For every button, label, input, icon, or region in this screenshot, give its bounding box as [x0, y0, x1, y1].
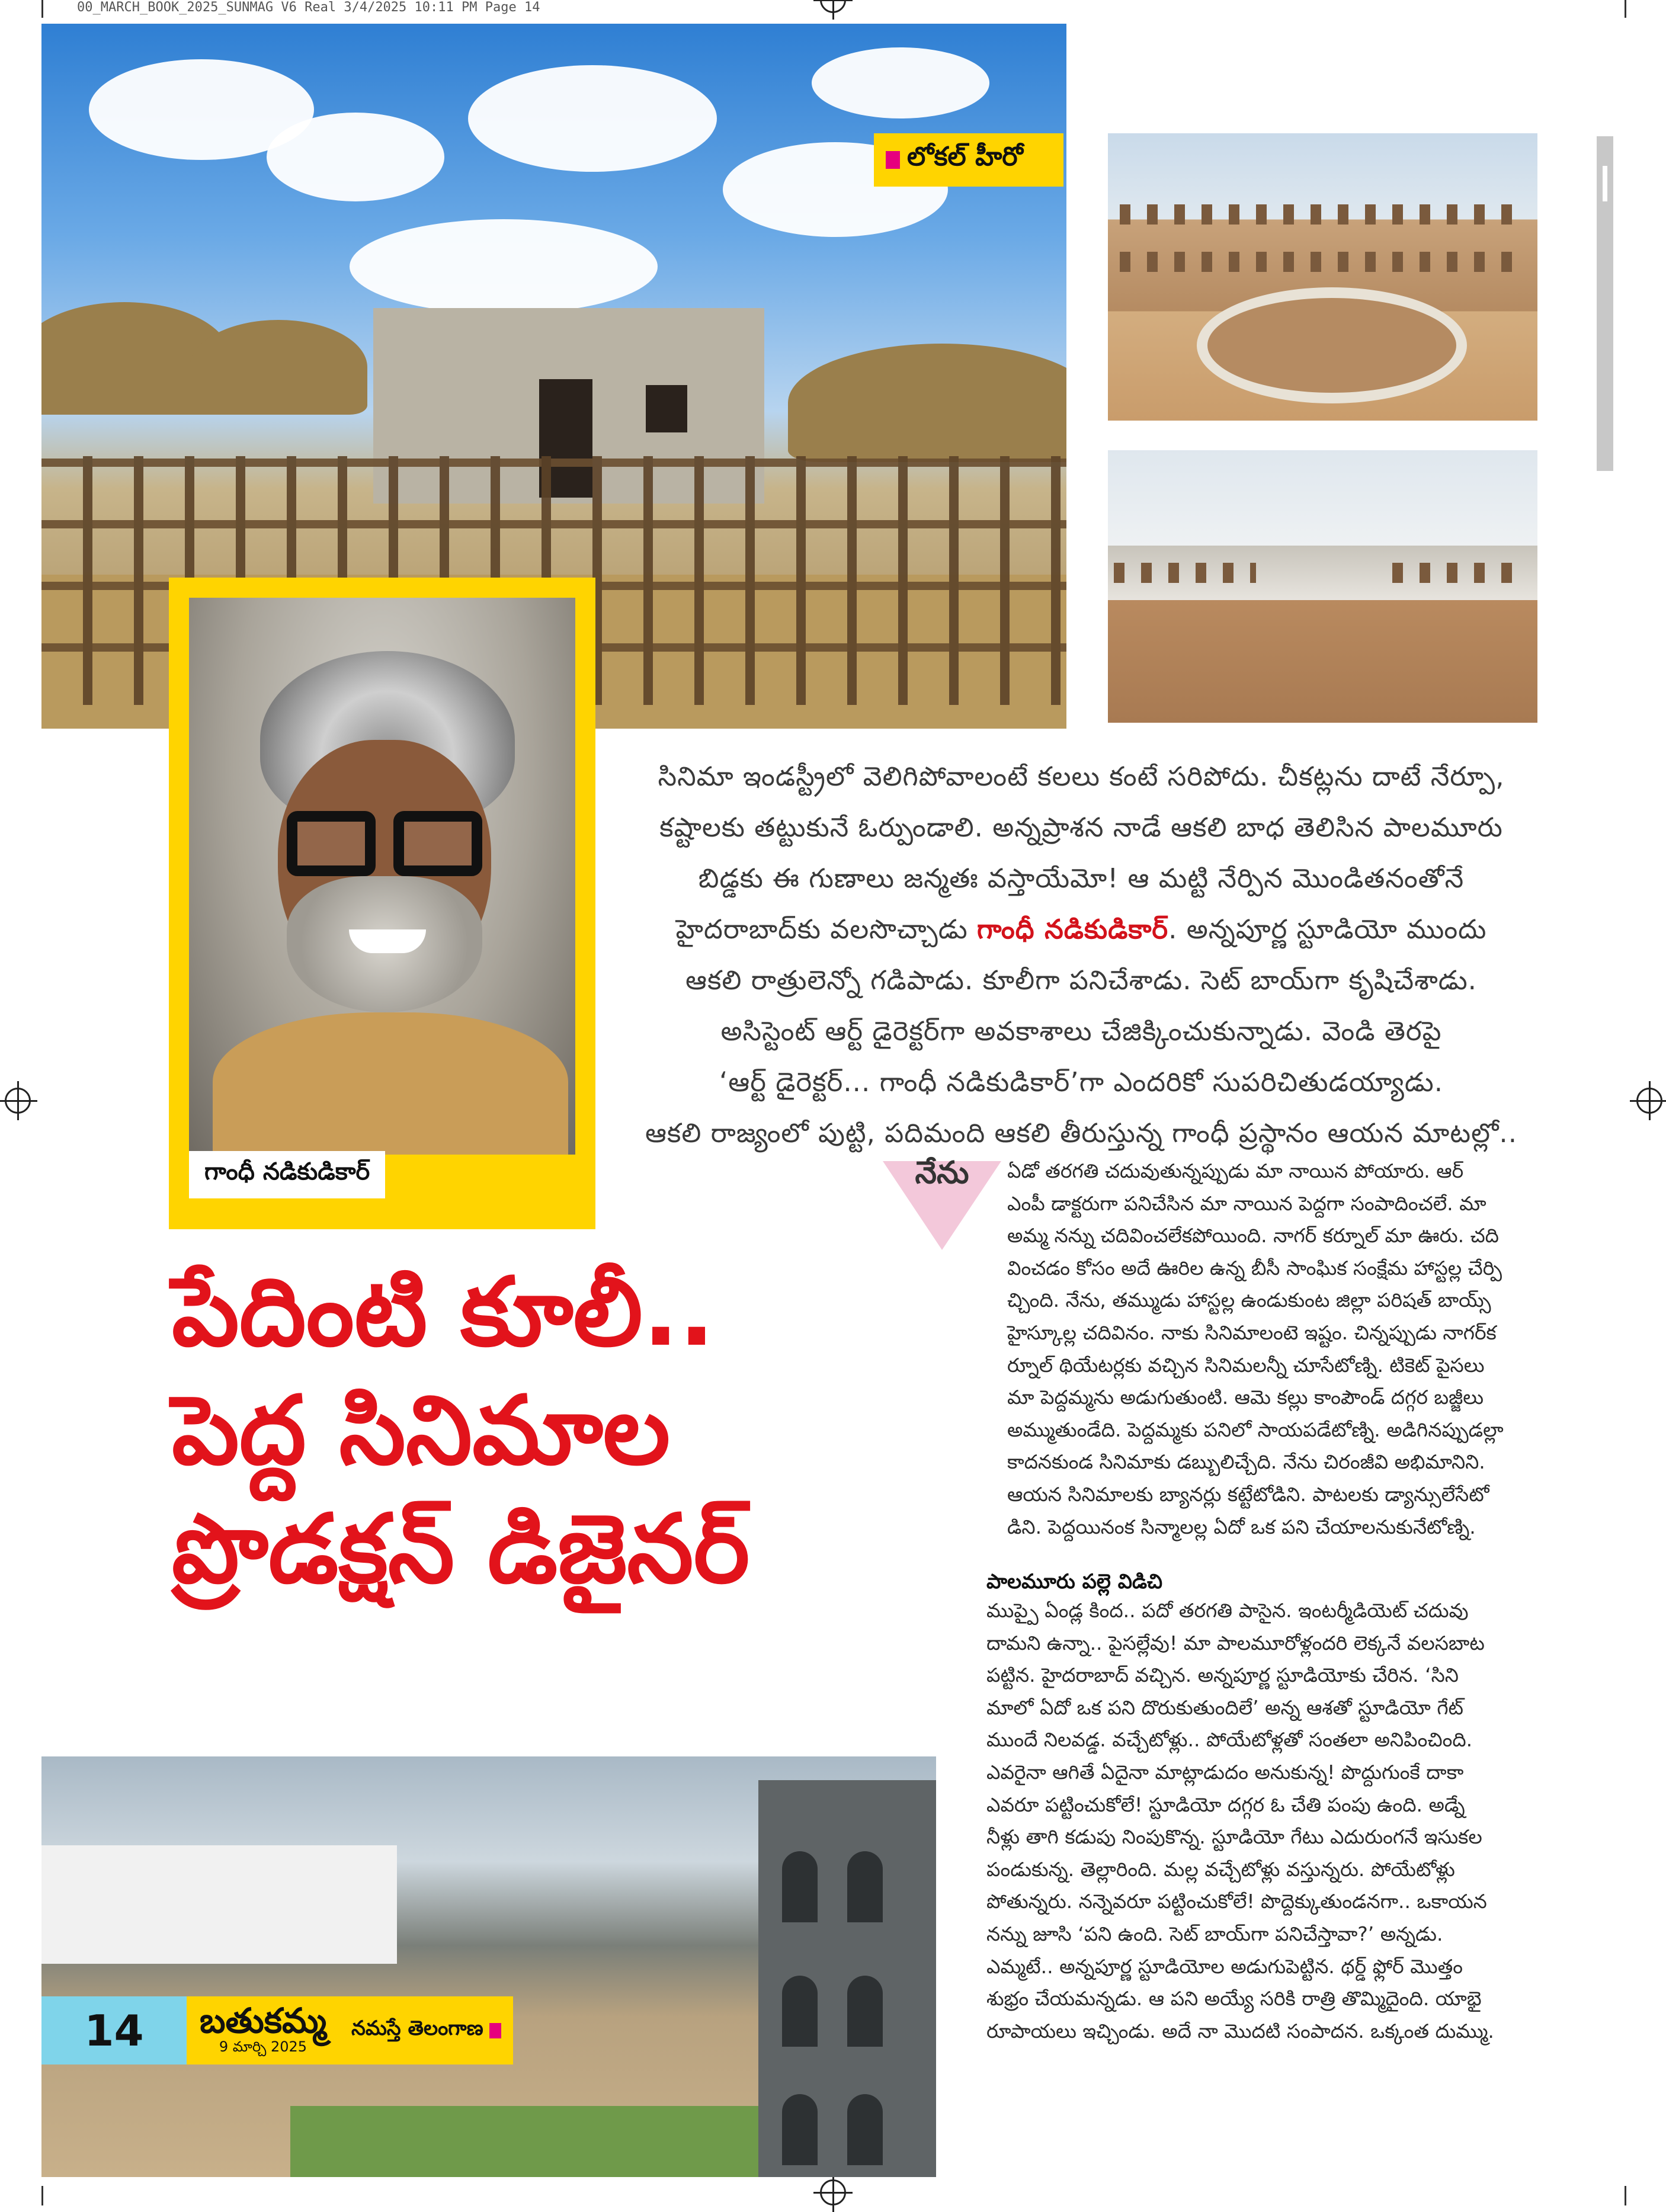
side-tab — [1597, 136, 1613, 471]
registration-mark-icon — [5, 1088, 31, 1114]
body-line: పండుకున్న. తెల్లారింది. మల్ల వచ్చేటోళ్లు వస్తున్నరు. పోయేటోళ్లు — [986, 1857, 1455, 1881]
subheading: పాలమూరు పల్లె విడిచి — [986, 1570, 1163, 1594]
body-line: ర్నూల్ థియేటర్లకు వచ్చిన సినిమలన్నీ చూసేటోణ్ని. టికెట్ పైసలు — [1007, 1353, 1485, 1377]
crop-mark — [1625, 2186, 1626, 2205]
cloud — [468, 65, 717, 172]
brand-name: బతుకమ్మ — [200, 2000, 326, 2041]
crop-mark — [41, 0, 43, 18]
house-window — [646, 385, 687, 432]
section-tag-label: లోకల్ హీరో — [907, 142, 1023, 172]
body-line: దామని ఉన్నా.. పైసల్లేవు! మా పాలమూరోళ్లందరి లెక్కనే వలసబాట — [986, 1631, 1485, 1655]
body-line: నన్ను జూసి ‘పని ఉంది. సెట్ బాయ్‌గా పనిచేస్తావా?’ అన్నడు. — [986, 1922, 1443, 1945]
body-line: డిని. పెద్దయినంక సిన్మాలల్ల ఏదో ఒక పని చేయాలనుకునేటోణ్ని. — [1007, 1515, 1476, 1538]
intro-line — [595, 904, 1567, 955]
portrait-caption: గాంధీ నడికుడికార్ — [189, 1151, 385, 1198]
intro-line: ఆకలి రాత్రులెన్నో గడిపాడు. కూలీగా పనిచేశాడు. సెట్ బాయ్‌గా కృషిచేశాడు. — [685, 964, 1477, 996]
body-line: నీళ్లు తాగి కడుపు నింపుకొన్న. స్టూడియో గేటు ఎదురుంగనే ఇసుకల — [986, 1825, 1482, 1849]
cloud — [267, 113, 444, 201]
body-line: కాదనకుండ సినిమాకు డబ్బులిచ్చేది. నేను చిరంజీవి అభిమానిని. — [1007, 1450, 1485, 1474]
body-column — [1007, 1155, 1543, 1543]
body-line: పోతున్నరు. నన్నెవరూ పట్టించుకోలే! పొద్దెక్కుతుండనగా.. ఒకాయన — [986, 1890, 1487, 1913]
courtyard-set-photo — [1108, 450, 1537, 723]
issue-date: 9 మార్చి 2025 — [219, 2038, 307, 2055]
triangle-label: నేను — [915, 1155, 969, 1191]
tag-square-icon — [489, 2023, 501, 2038]
glasses-icon — [393, 811, 482, 876]
newspaper-name-block — [339, 1996, 513, 2064]
body-line: ఎంపీ డాక్టరుగా పనిచేసిన మా నాయిన పెద్దగా సంపాదించలే. మా — [1007, 1191, 1486, 1215]
body-line: చ్చింది. నేను, తమ్ముడు హాస్టల్ల ఉండుకుంట జిల్లా పరిషత్ బాయ్స్ — [1007, 1288, 1491, 1312]
intro-line: బిడ్డకు ఈ గుణాలు జన్మతః వస్తాయేమో! ఆ మట్టి నేర్పిన మొండితనంతోనే — [698, 863, 1465, 894]
page-number: 14 — [41, 1996, 187, 2064]
arch — [782, 1976, 818, 2047]
window-row — [1120, 204, 1523, 225]
crop-mark — [41, 2186, 43, 2205]
intro-text: . అన్నపూర్ణ స్టూడియో ముందు — [1168, 913, 1487, 945]
portrait-photo — [189, 598, 575, 1155]
intro-name-highlight: గాంధీ నడికుడికార్ — [976, 913, 1169, 945]
body-line: ఎవరూ పట్టించుకోలే! స్టూడియో దగ్గర ఓ చేతి పంపు ఉంది. అడ్నే — [986, 1793, 1465, 1816]
body-line: ఏడో తరగతి చదువుతున్నప్పుడు మా నాయిన పోయారు. ఆర్ — [1007, 1159, 1464, 1182]
body-line: ముందే నిలవడ్డ. వచ్చేటోళ్లు.. పోయేటోళ్లతో సంతలా అనిపించింది. — [986, 1728, 1473, 1752]
body-line: అమ్మ నన్ను చదివించలేకపోయింది. నాగర్ కర్నూల్ మా ఊరు. చది — [1007, 1224, 1499, 1248]
white-building — [41, 1845, 397, 1964]
intro-paragraph — [595, 751, 1567, 1159]
intro-line: సినిమా ఇండస్ట్రీలో వెలిగిపోవాలంటే కలలు కంటే సరిపోదు. చీకట్లను దాటే నేర్పూ, — [658, 761, 1505, 792]
headline-line: పెద్ద సినిమాల — [172, 1375, 671, 1486]
intro-line: ఆకలి రాజ్యంలో పుట్టి, పదిమంది ఆకలి తీరుస్తున్న గాంధీ ప్రస్థానం ఆయన మాటల్లో.. — [645, 1117, 1518, 1149]
glasses-icon — [287, 811, 376, 876]
intro-line: కష్టాలకు తట్టుకునే ఓర్పుండాలి. అన్నప్రాశన నాడే ఆకలి బాధ తెలిసిన పాలమూరు — [659, 812, 1503, 843]
body-line: అమ్ముతుండేది. పెద్దమ్మకు పనిలో సాయపడేటోణ్ని. అడిగినప్పుడల్లా — [1007, 1418, 1504, 1441]
body-line: వించడం కోసం అదే ఊరిల ఉన్న బీసీ సాంఘిక సంక్షేమ హాస్టల్ల చేర్పి — [1007, 1256, 1502, 1280]
body-line: పట్టిన. హైదరాబాద్ వచ్చిన. అన్నపూర్ణ స్టూడియోకు చేరిన. ‘సిని — [986, 1663, 1459, 1687]
arch — [847, 1976, 883, 2047]
cloud — [350, 219, 658, 314]
body-line: ముప్పై ఏండ్ల కింద.. పదో తరగతి పాసైన. ఇంటర్మీడియెట్ చదువు — [986, 1599, 1469, 1622]
window-row — [1114, 563, 1256, 583]
palace-set-photo — [1108, 133, 1537, 421]
headline-line: ప్రొడక్షన్ డిజైనర్ — [172, 1493, 750, 1604]
window-row — [1120, 252, 1523, 272]
fort-set-photo — [41, 1756, 936, 2177]
arch — [782, 2094, 818, 2165]
headline — [172, 1253, 978, 1608]
body-line: శుభ్రం చేయమన్నడు. ఆ పని అయ్యే సరికి రాత్రి తొమ్మిదైంది. యాభై — [986, 1987, 1482, 2011]
section-tag — [874, 133, 1063, 187]
body-line: ఎవరైనా ఆగితే ఏదైనా మాట్లాడుదం అనుకున్న! పొద్దుగుంకే దాకా — [986, 1760, 1464, 1784]
fountain — [1197, 287, 1467, 403]
smile — [349, 929, 426, 953]
body-line: రూపాయలు ఇచ్చిండు. అదే నా మొదటి సంపాదన. ఒక్కంత దుమ్ము. — [986, 2019, 1494, 2043]
tag-square-icon — [886, 151, 900, 169]
registration-mark-icon — [820, 2179, 846, 2205]
cloud — [812, 47, 989, 118]
registration-mark-icon — [820, 0, 846, 13]
body-line: మాలో ఏదో ఒక పని దొరుకుతుందిలే’ అన్న ఆశతో స్టూడియో గేట్ — [986, 1695, 1464, 1719]
body-line: ఎమ్మటే.. అన్నపూర్ణ స్టూడియోల అడుగుపెట్టిన. థర్డ్ ఫ్లోర్ మొత్తం — [986, 1954, 1463, 1978]
intro-text: హైదరాబాద్‌కు వలసొచ్చాడు — [675, 913, 977, 945]
brand-block — [187, 1996, 339, 2064]
headline-line: పేదింటి కూలీ.. — [172, 1256, 715, 1367]
lawn — [290, 2106, 776, 2177]
intro-line: ‘ఆర్ట్ డైరెక్టర్... గాంధీ నడికుడికార్’గా ఎందరికో సుపరిచితుడయ్యాడు. — [719, 1066, 1444, 1098]
intro-line: అసిస్టెంట్ ఆర్ట్ డైరెక్టర్‌గా అవకాశాలు చేజిక్కించుకున్నాడు. వెండి తెరపై — [720, 1015, 1442, 1047]
arch — [847, 2094, 883, 2165]
registration-mark-icon — [1636, 1088, 1662, 1114]
body-line: ఆయన సినిమాలకు బ్యానర్లు కట్టేటోడిని. పాటలకు డ్యాన్సులేసేటో — [1007, 1482, 1489, 1506]
crop-mark — [1625, 0, 1626, 18]
page-slug: 00_MARCH_BOOK_2025_SUNMAG V6 Real 3/4/2025 10:11 PM Page 14 — [77, 0, 540, 15]
body-line: హైస్కూల్ల చదివినం. నాకు సినిమాలంటె ఇష్టం. చిన్నప్పుడు నాగర్‌క — [1007, 1320, 1497, 1344]
stone-wall — [758, 1780, 936, 2177]
newspaper-name: నమస్తే తెలంగాణ — [351, 2016, 483, 2040]
page-footer — [41, 1996, 610, 2064]
arch — [782, 1851, 818, 1922]
body-line: మా పెద్దమ్మను అడుగుతుంటి. ఆమె కల్లు కాంపౌండ్ దగ్గర బజ్జీలు — [1007, 1386, 1484, 1409]
shirt — [213, 1012, 568, 1155]
window-row — [1392, 563, 1529, 583]
arch — [847, 1851, 883, 1922]
portrait-frame — [169, 578, 595, 1229]
hut-roof — [190, 320, 367, 415]
body-column — [986, 1595, 1543, 2047]
hut-roof — [788, 344, 1066, 462]
